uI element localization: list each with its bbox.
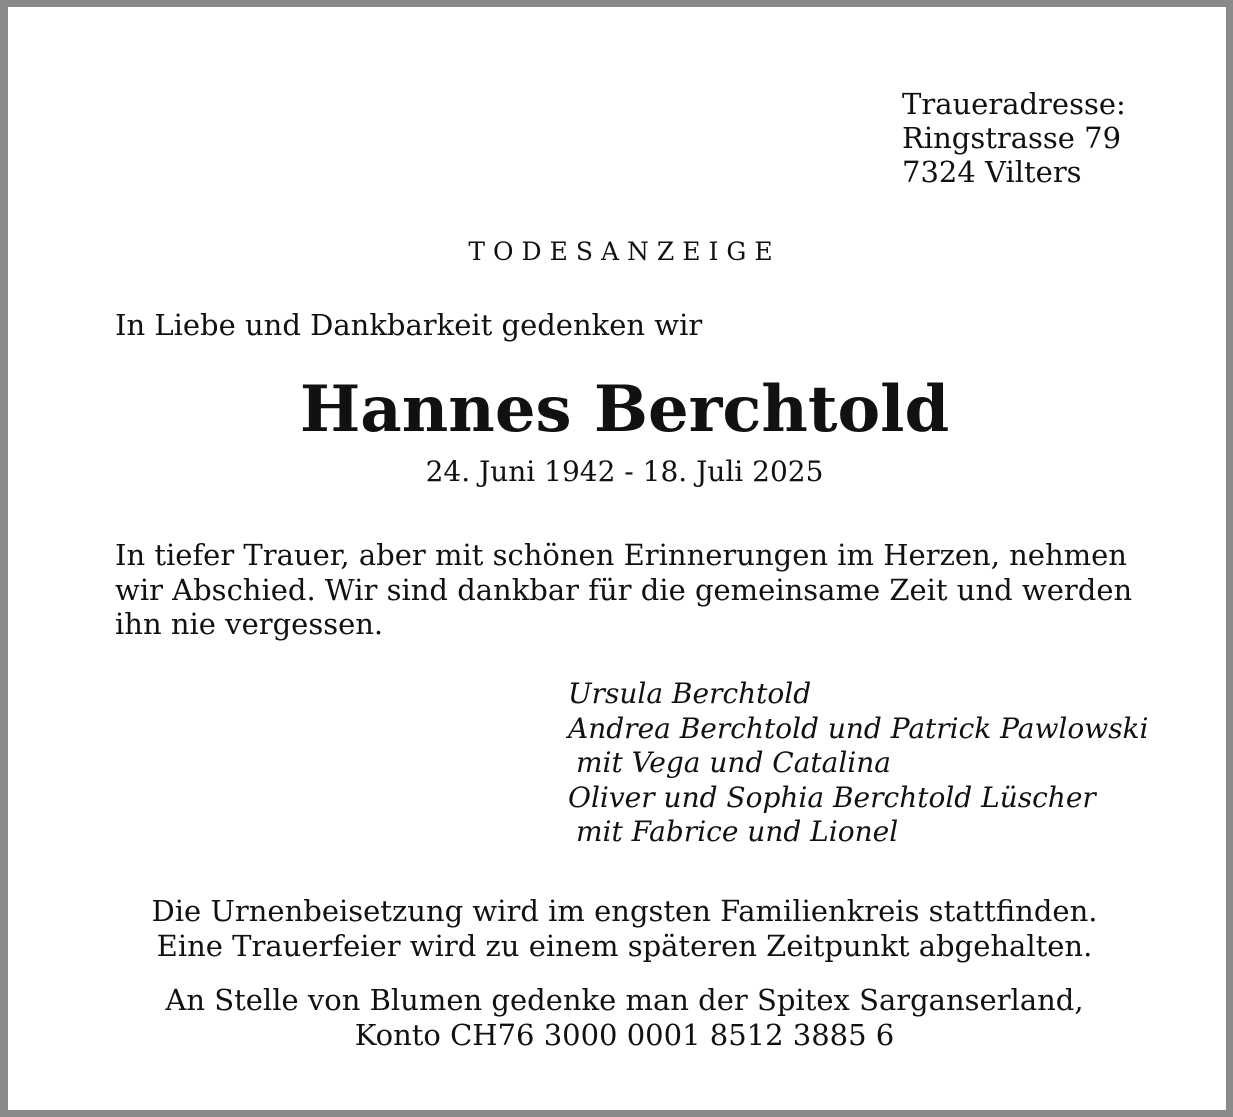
mourner-line: Ursula Berchtold [568, 677, 812, 710]
mourner-line: Andrea Berchtold und Patrick Pawlowski [568, 711, 1149, 745]
memorial-notice-line: Eine Trauerfeier wird zu einem späteren Zeitpunkt abgehalten. [156, 928, 1093, 963]
mourning-address [902, 87, 1126, 189]
donation-line: An Stelle von Blumen gedenke man der Spitex Sarganserland, [165, 983, 1084, 1017]
mourner-line: mit Vega und Catalina [576, 746, 891, 779]
deceased-name: Hannes Berchtold [299, 372, 950, 447]
burial-notice [8, 894, 1233, 963]
farewell-message: In tiefer Trauer, aber mit schönen Erinnerungen im Herzen, nehmen wir Abschied. Wir sind dankbar für die gemeinsame Zeit und werden ihn nie vergessen. [115, 538, 1133, 641]
donation-account: Konto CH76 3000 0001 8512 3885 6 [354, 1017, 895, 1052]
mourner-line: mit Fabrice und Lionel [576, 815, 899, 848]
burial-notice-line: Die Urnenbeisetzung wird im engsten Familienkreis stattfinden. [151, 894, 1098, 928]
life-dates: 24. Juni 1942 - 18. Juli 2025 [425, 455, 824, 488]
mourner-line: Oliver und Sophia Berchtold Lüscher [568, 780, 1096, 814]
notice-heading: TODESANZEIGE [468, 237, 781, 266]
mourners-list [568, 677, 1148, 850]
donation-notice [8, 983, 1233, 1052]
address-label: Traueradresse: [902, 87, 1126, 121]
intro-line: In Liebe und Dankbarkeit gedenken wir [115, 308, 703, 342]
address-city: 7324 Vilters [902, 155, 1082, 189]
address-street: Ringstrasse 79 [902, 121, 1122, 155]
